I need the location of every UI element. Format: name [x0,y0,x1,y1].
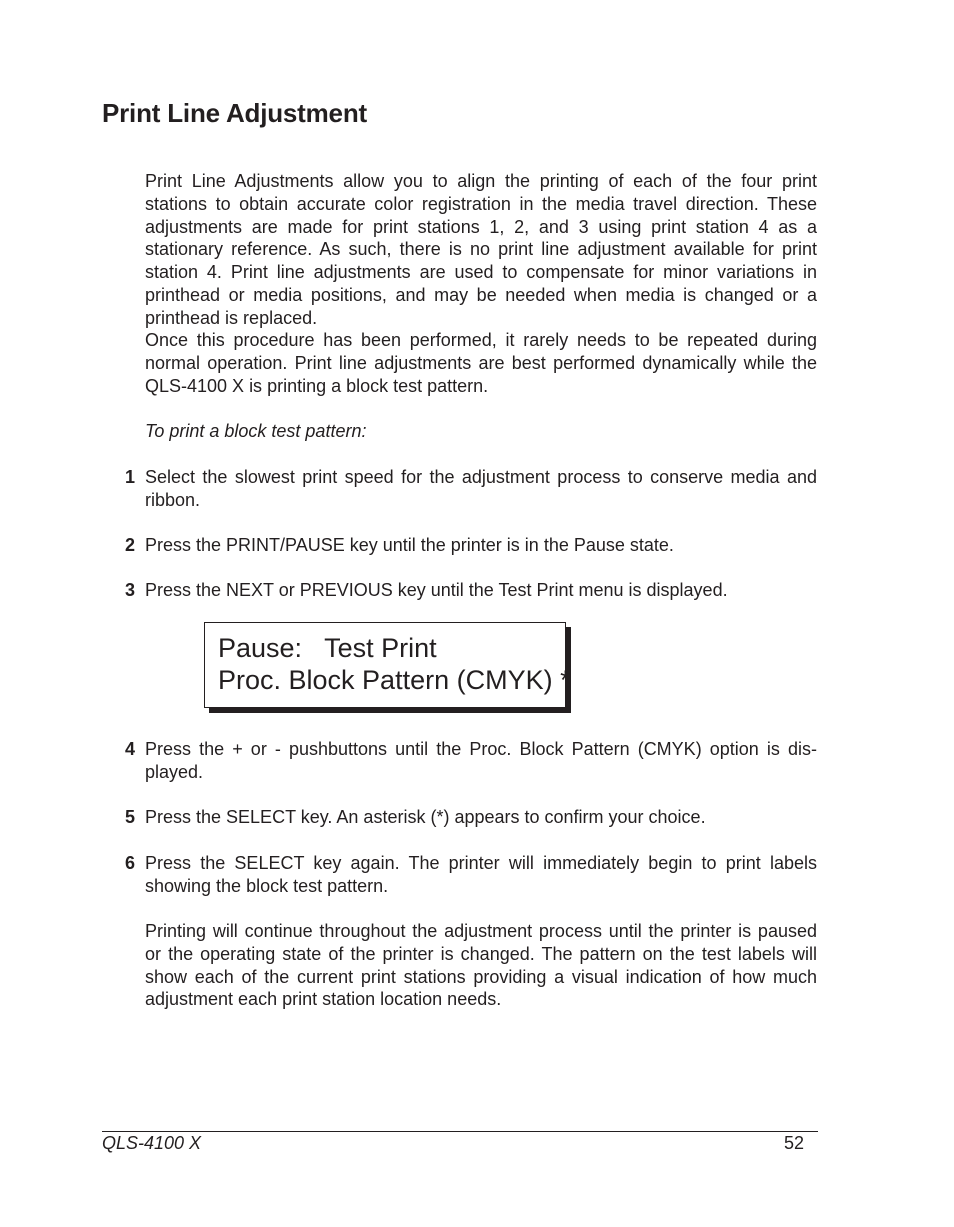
display-line-1: Pause: Test Print [218,633,437,663]
step-number: 2 [125,535,136,555]
intro-paragraph: Print Line Adjustments allow you to align the printing of each of the four print stations to obtain accurate color registration in the media travel direction. These adjustments are made for print stations 1, 2, and 3 using print station 4 as a stationary reference. As such, there is no print line adjustment available for print station 4. Print line adjustments are used to compensate for minor variations in printhead or media positions, and may be needed when media is changed or a printhead is replaced. [145,171,817,328]
step-text: Press the SELECT key again. The printer will immediately begin to print labels showing the block test pattern. [145,853,817,896]
step-text: Press the NEXT or PREVIOUS key until the Test Print menu is displayed. [145,580,728,600]
step-text: Press the PRINT/PAUSE key until the printer is in the Pause state. [145,535,674,555]
step-number: 3 [125,580,136,600]
footer-model-name: QLS-4100 X [102,1133,202,1153]
step-text: Press the SELECT key. An asterisk (*) appears to confirm your choice. [145,807,706,827]
closing-paragraph: Printing will continue throughout the adjustment process until the printer is paused or the operating state of the printer is changed. The pattern on the test labels will show each of the current print stations providing a visual indication of how much adjustment each print station location needs. [145,921,817,1010]
footer-divider [102,1131,818,1132]
procedure-note-paragraph: Once this procedure has been performed, it rarely needs to be repeated during normal operation. Print line adjustments are best performed dynamically while the QLS-4100 X is printing a block test pattern. [145,330,817,396]
step-number: 5 [125,807,136,827]
step-text: Select the slowest print speed for the adjustment process to conserve media and ribbon. [145,467,817,510]
step-number: 6 [125,853,136,873]
step-text: Press the + or - pushbuttons until the Proc. Block Pattern (CMYK) option is dis-played. [145,739,817,782]
display-line-2: Proc. Block Pattern (CMYK) * [218,665,571,695]
footer-page-number: 52 [784,1133,805,1153]
page-title: Print Line Adjustment [102,98,367,128]
procedure-intro: To print a block test pattern: [145,421,367,441]
printer-display-panel [204,622,571,708]
step-number: 4 [125,739,136,759]
step-number: 1 [125,467,136,487]
